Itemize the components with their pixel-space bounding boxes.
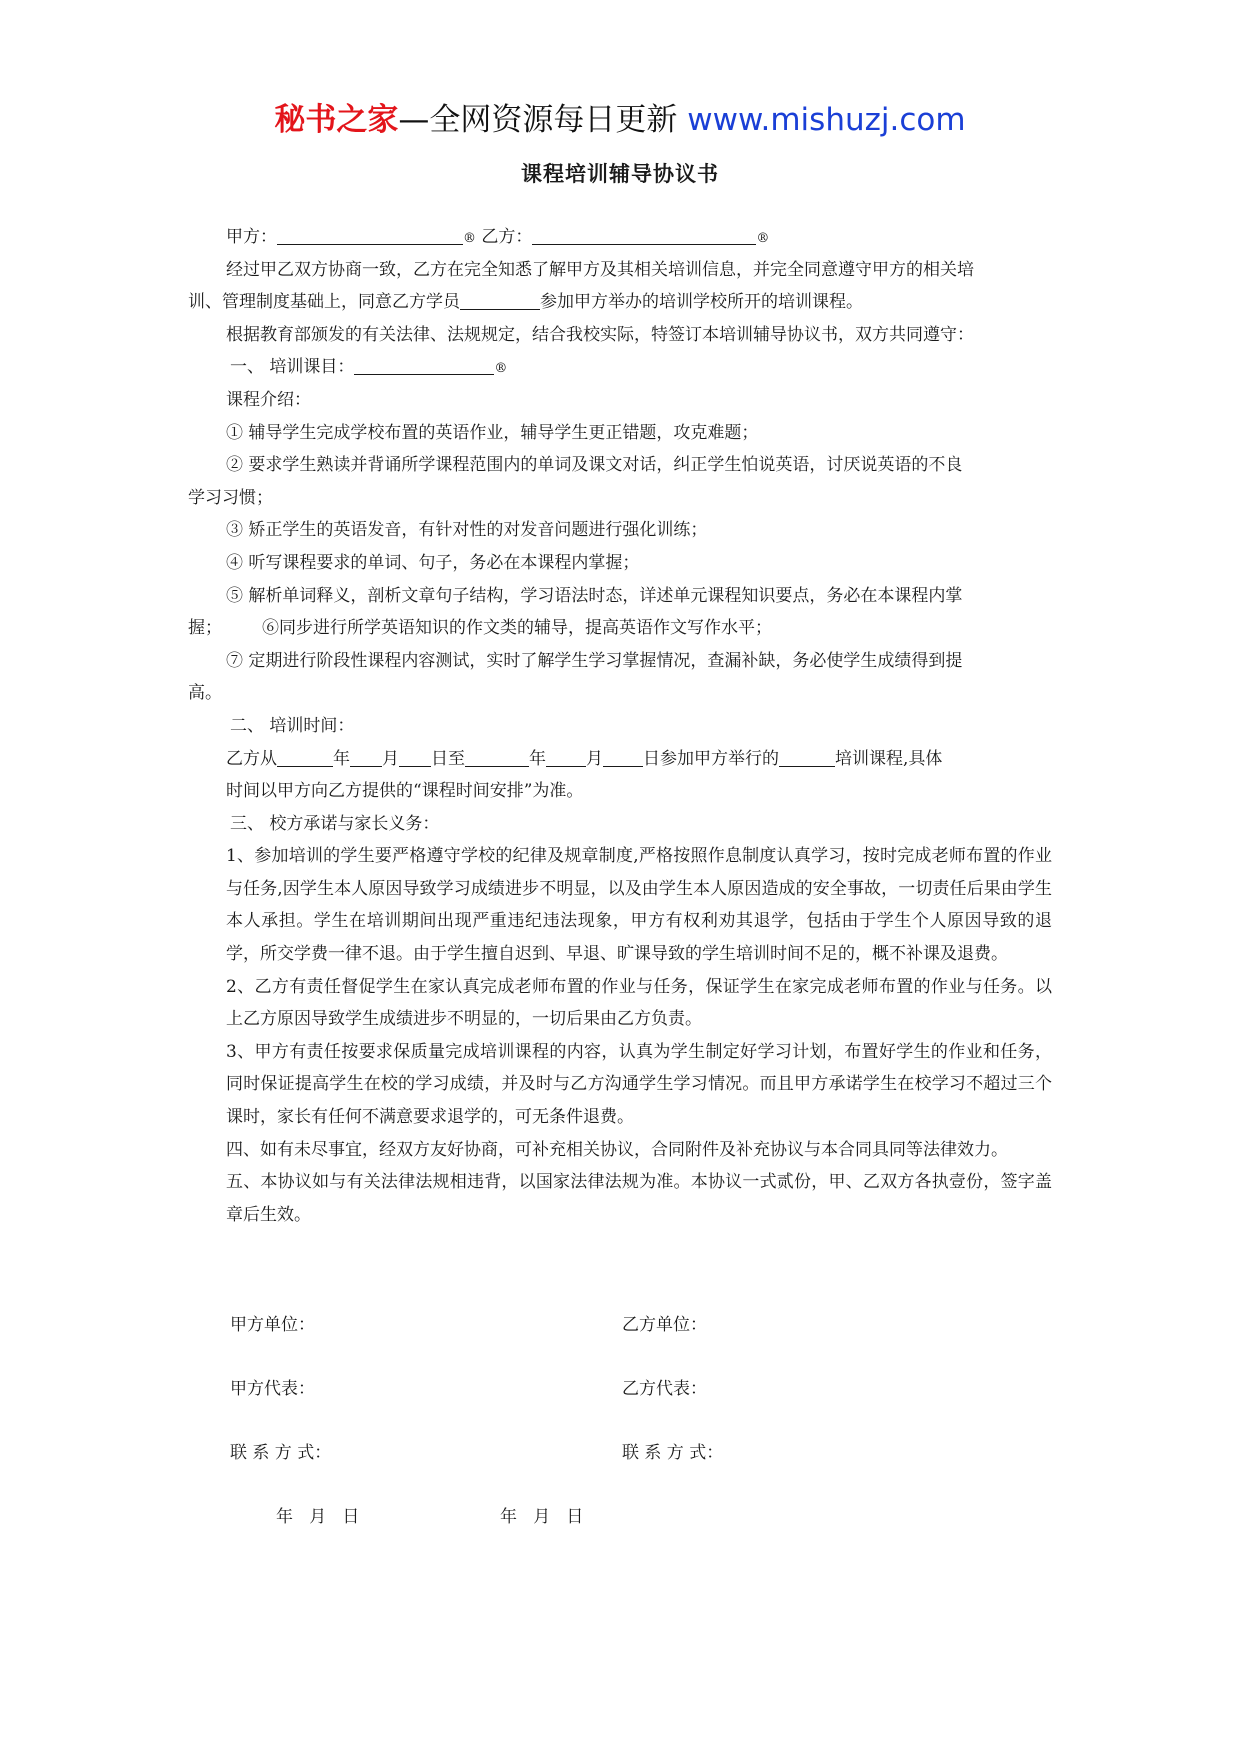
document-body (188, 221, 1052, 1231)
banner-brand: 秘书之家 (274, 102, 399, 138)
party-a-unit-label: 甲方单位： (230, 1315, 315, 1335)
party-b-unit-label: 乙方单位： (622, 1315, 707, 1335)
end-year-blank[interactable] (465, 747, 529, 767)
party-a-label: 甲方： (226, 227, 277, 247)
party-b-blank[interactable] (532, 225, 756, 245)
course-subject-blank[interactable] (354, 355, 494, 375)
party-b-mark: ® (756, 231, 770, 246)
course-item-3: ③ 矫正学生的英语发音，有针对性的对发音问题进行强化训练； (226, 520, 708, 541)
section-3-clause-2: 2、乙方有责任督促学生在家认真完成老师布置的作业与任务，保证学生在家完成老师布置的作业与任务。以上乙方原因导致学生成绩进步不明显的，一切后果由乙方负责。 (226, 976, 1052, 1030)
course-item-7-line-2: 高。 (188, 683, 222, 704)
training-time-line-1: 乙方从 年 月 日至 年 月 日参加甲方举行的 培训课程,具体 (226, 748, 943, 769)
intro-paragraph-2: 根据教育部颁发的有关法律、法规规定，结合我校实际，特签订本培训辅导协议书，双方共同遵守： (226, 324, 974, 345)
course-name-blank[interactable] (779, 747, 835, 767)
section-1-heading: 一、 培训课目： ® (230, 357, 508, 378)
party-b-contact-label: 联 系 方 式： (622, 1443, 724, 1463)
section-4: 四、如有未尽事宜，经双方友好协商，可补充相关协议，合同附件及补充协议与本合同具同等法律效力。 (226, 1139, 1008, 1160)
course-item-6: ⑥同步进行所学英语知识的作文类的辅导，提高英语作文写作水平； (262, 618, 772, 639)
banner-slogan: —全网资源每日更新 (398, 102, 688, 138)
course-item-4: ④ 听写课程要求的单词、句子，务必在本课程内掌握； (226, 552, 640, 573)
party-a-date: 年 月 日 (276, 1507, 360, 1527)
site-banner (0, 98, 1240, 142)
section-3-clause-1: 1、参加培训的学生要严格遵守学校的纪律及规章制度,严格按照作息制度认真学习，按时完成老师布置的作业与任务,因学生本人原因导致学习成绩进步不明显，以及由学生本人原因造成的安全事故，一切责任后果由学生本人承担。学生在培训期间出现严重违纪违法现象，甲方有权利劝其退学，包括由于学生个人原因导致的退学，所交学费一律不退。由于学生擅自迟到、早退、旷课导致的学生培训时间不足的，概不补课及退费。 (226, 846, 1052, 965)
course-item-7-line-1: ⑦ 定期进行阶段性课程内容测试，实时了解学生学习掌握情况，查漏补缺，务必使学生成绩得到提 (226, 650, 963, 671)
section-5: 五、本协议如与有关法律法规相违背，以国家法律法规为准。本协议一式贰份，甲、乙双方各执壹份，签字盖章后生效。 (226, 1172, 1052, 1225)
course-item-2-line-2: 学习习惯； (188, 487, 273, 508)
student-name-blank[interactable] (460, 290, 540, 310)
course-intro-label: 课程介绍： (226, 389, 311, 410)
course-item-5-line-1: ⑤ 解析单词释义，剖析文章句子结构，学习语法时态，详述单元课程知识要点，务必在本课程内掌 (226, 585, 963, 606)
parties-line (188, 221, 1052, 254)
party-b-rep-label: 乙方代表： (622, 1379, 707, 1399)
document-title: 课程培训辅导协议书 (521, 162, 719, 186)
intro-paragraph-1-line-1: 经过甲乙双方协商一致，乙方在完全知悉了解甲方及其相关培训信息，并完全同意遵守甲方的相关培 (226, 259, 974, 280)
party-a-contact-label: 联 系 方 式： (230, 1443, 332, 1463)
start-day-blank[interactable] (399, 747, 431, 767)
party-a-rep-label: 甲方代表： (230, 1379, 315, 1399)
start-month-blank[interactable] (350, 747, 382, 767)
section-3-clause-3: 3、甲方有责任按要求保质量完成培训课程的内容，认真为学生制定好学习计划，布置好学生的作业和任务，同时保证提高学生在校的学习成绩，并及时与乙方沟通学生学习情况。而且甲方承诺学生在校学习不超过三个课时，家长有任何不满意要求退学的，可无条件退费。 (226, 1041, 1052, 1128)
end-day-blank[interactable] (603, 747, 643, 767)
course-item-2-line-1: ② 要求学生熟读并背诵所学课程范围内的单词及课文对话，纠正学生怕说英语，讨厌说英语的不良 (226, 455, 963, 476)
intro-paragraph-1-line-2: 训、管理制度基础上，同意乙方学员 参加甲方举办的培训学校所开的培训课程。 (188, 292, 863, 313)
banner-url-link[interactable]: www.mishuzj.com (687, 102, 966, 138)
training-time-line-2: 时间以甲方向乙方提供的“课程时间安排”为准。 (226, 781, 584, 802)
course-item-5-line-2: 握； ⑥同步进行所学英语知识的作文类的辅导，提高英语作文写作水平； (188, 618, 772, 639)
section-3-heading: 三、 校方承诺与家长义务： (230, 813, 440, 834)
party-b-label: 乙方： (481, 227, 533, 247)
party-a-blank[interactable] (277, 225, 463, 245)
party-a-mark: ® (463, 231, 476, 246)
start-year-blank[interactable] (277, 747, 333, 767)
section-2-heading: 二、 培训时间： (230, 715, 355, 736)
party-b-date: 年 月 日 (500, 1507, 584, 1527)
end-month-blank[interactable] (546, 747, 586, 767)
course-item-1: ① 辅导学生完成学校布置的英语作业，辅导学生更正错题，攻克难题； (226, 422, 759, 443)
